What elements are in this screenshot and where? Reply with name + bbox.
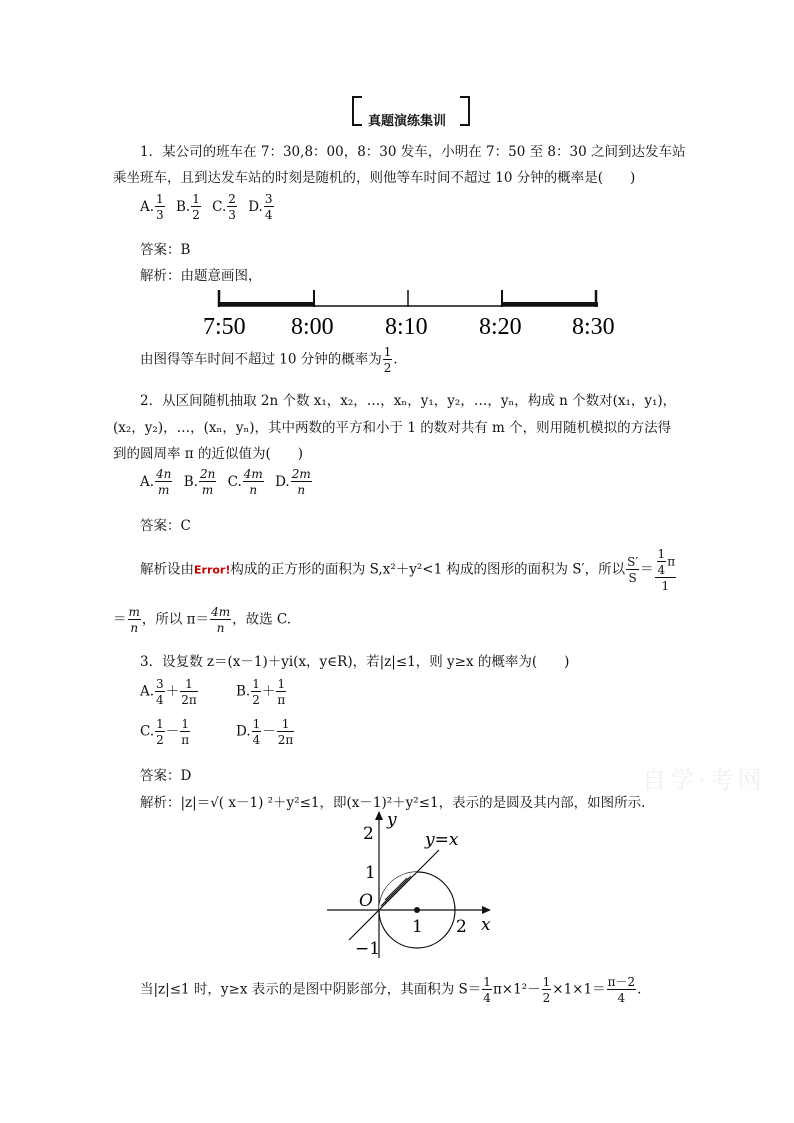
header-bracket-right [460, 96, 470, 126]
timeline-label-810: 8:10 [385, 314, 428, 340]
error-marker: Error! [194, 563, 231, 577]
q1-option-a: A. $\frac{1}{3}$ [140, 192, 164, 222]
origin-label: O [359, 891, 373, 911]
q2-option-d: D. $\frac{2m}{n}$ [275, 467, 311, 497]
q1-options [140, 193, 275, 221]
circle-figure [325, 808, 495, 962]
timeline-label-750: 7:50 [203, 314, 246, 340]
x-tick-1: 1 [412, 917, 423, 937]
q1-line2: 乘坐班车，且到达发车站的时刻是随机的，则他等车时间不超过 10 分钟的概率是( ) [113, 170, 636, 186]
timeline-label-820: 8:20 [479, 314, 522, 340]
watermark: 自学·考网 [642, 766, 766, 794]
timeline-figure [198, 286, 624, 342]
q1-option-d: D. $\frac{3}{4}$ [248, 192, 273, 222]
y-tick-1: 1 [365, 863, 376, 883]
q2-analysis-line2: ＝ $\frac{m}{n}$ ，所以 π＝ $\frac{4m}{n}$ ，故选 C. [113, 605, 292, 635]
timeline-label-800: 8:00 [291, 314, 334, 340]
q3-analysis: 解析：|z|＝√( x－1) ²＋y²≤1，即(x－1)²＋y²≤1，表示的是圆及其内部，如图所示. [140, 795, 646, 811]
q2-answer: 答案：C [140, 518, 191, 534]
q1-option-b: B. $\frac{1}{2}$ [175, 192, 200, 222]
q1-line1: 1．某公司的班车在 7：30,8：00，8：30 发车，小明在 7：50 至 8：30 之间到达发车站 [140, 144, 686, 160]
x-axis-label: x [481, 915, 491, 935]
q3-option-b: B. $\frac{1}{2}$ ＋ $\frac{1}{\pi}$ [236, 677, 286, 707]
q1-option-c: C. $\frac{2}{3}$ [212, 192, 236, 222]
line-label: y=x [425, 830, 459, 850]
q3-answer: 答案：D [140, 768, 192, 784]
q2-options [140, 468, 313, 496]
q3-option-a: A. $\frac{3}{4}$ ＋ $\frac{1}{2\pi}$ [140, 677, 197, 707]
y-tick-neg1: −1 [355, 939, 381, 959]
timeline-label-830: 8:30 [572, 314, 615, 340]
q3-line1: 3．设复数 z＝(x－1)＋yi(x，y∈R)，若|z|≤1，则 y≥x 的概率为( ) [140, 654, 570, 670]
x-tick-2: 2 [456, 917, 467, 937]
q2-line3: 到的圆周率 π 的近似值为( ) [113, 446, 303, 462]
q1-answer: 答案：B [140, 242, 191, 258]
section-title: 真题演练集训 [368, 114, 447, 129]
q3-final: 当|z|≤1 时，y≥x 表示的是图中阴影部分，其面积为 S＝ $\frac{1}{4}$ π×1²－ $\frac{1}{2}$ ×1×1＝ $\frac{\pi-2}{4}$ . [140, 975, 642, 1005]
q2-line1: 2．从区间随机抽取 2n 个数 x₁，x₂，…，xₙ，y₁，y₂，…，yₙ，构成 n 个数对(x₁，y₁)， [140, 393, 677, 409]
q1-analysis-intro: 解析：由题意画图， [140, 268, 262, 284]
y-axis-label: y [387, 810, 397, 830]
q2-line2: (x₂，y₂)，…，(xₙ，yₙ)，其中两数的平方和小于 1 的数对共有 m 个，则用随机模拟的方法得 [113, 420, 672, 436]
y-tick-2: 2 [363, 824, 374, 844]
q2-option-b: B. $\frac{2n}{m}$ [183, 467, 216, 497]
q2-analysis-line1: 解析设由Error!构成的正方形的面积为 S,x²＋y²<1 构成的图形的面积为 S′，所以 $\frac{S'}{S}$ ＝ $\frac{1}{4}$ π 1 [140, 547, 676, 593]
header-bracket-left [352, 96, 362, 126]
q1-conclusion: 由图得等车时间不超过 10 分钟的概率为 $\frac{1}{2}$ . [140, 345, 398, 375]
q3-option-d: D. $\frac{1}{4}$ － $\frac{1}{2\pi}$ [236, 717, 294, 747]
q2-option-a: A. $\frac{4n}{m}$ [140, 467, 172, 497]
circle-center-point [414, 907, 420, 913]
q3-option-c: C. $\frac{1}{2}$ － $\frac{1}{\pi}$ [140, 717, 190, 747]
q2-option-c: C. $\frac{4m}{n}$ [227, 467, 263, 497]
